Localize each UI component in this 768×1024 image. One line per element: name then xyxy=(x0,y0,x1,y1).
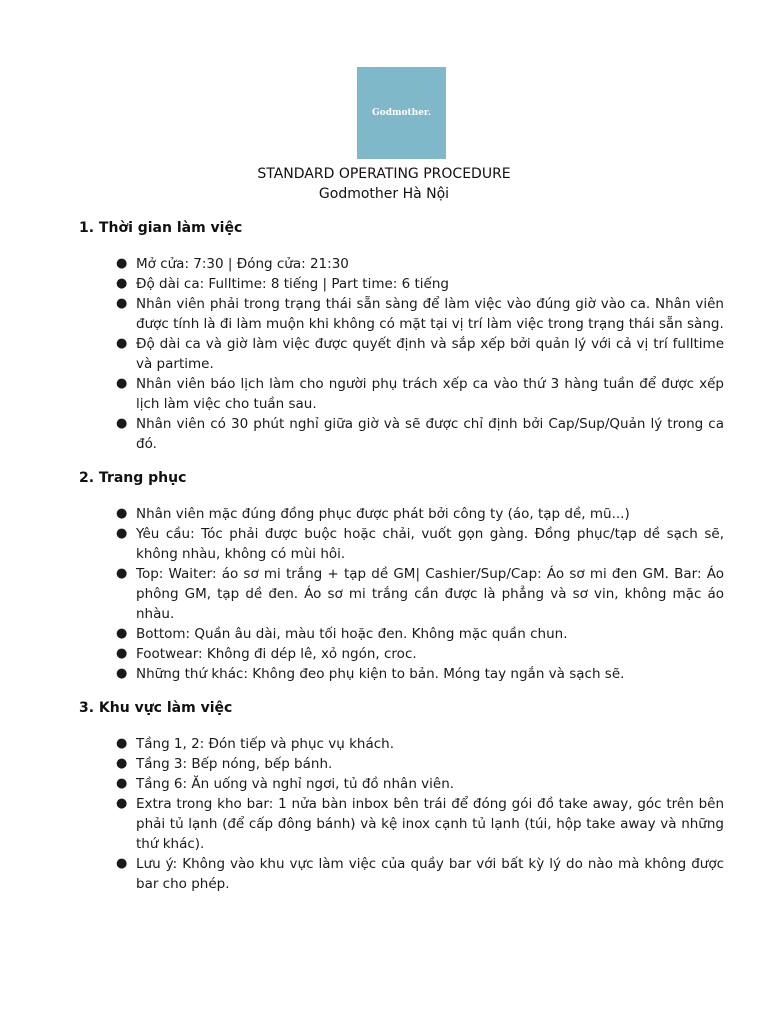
list-item: ● Tầng 6: Ăn uống và nghỉ ngơi, tủ đồ nhân viên. xyxy=(116,776,455,792)
bullet-icon: ● xyxy=(116,506,128,521)
bullet-icon: ● xyxy=(116,646,128,661)
title-line-2: Godmother Hà Nội xyxy=(318,186,450,202)
section-work-area xyxy=(79,698,724,894)
bullet-icon: ● xyxy=(116,626,128,641)
bullet-icon: ● xyxy=(116,796,128,811)
document-body xyxy=(79,218,724,908)
section-heading: 3. Khu vực làm việc xyxy=(79,700,233,716)
list-item: ● Những thứ khác: Không đeo phụ kiện to bản. Móng tay ngắn và sạch sẽ. xyxy=(116,666,625,682)
list-item: ● Nhân viên báo lịch làm cho người phụ trách xếp ca vào thứ 3 hàng tuần để được xếp lịch làm việc cho tuần sau. xyxy=(116,376,724,412)
document-title xyxy=(0,164,768,204)
section-heading: 1. Thời gian làm việc xyxy=(79,220,243,236)
list-item: ● Nhân viên mặc đúng đồng phục được phát bởi công ty (áo, tạp dề, mũ...) xyxy=(116,506,630,522)
list-item: ● Bottom: Quần âu dài, màu tối hoặc đen. Không mặc quần chun. xyxy=(116,626,568,642)
section-uniform xyxy=(79,468,724,684)
godmother-logo xyxy=(357,67,446,159)
bullet-icon: ● xyxy=(116,296,128,311)
list-item: ● Nhân viên có 30 phút nghỉ giữa giờ và sẽ được chỉ định bởi Cap/Sup/Quản lý trong ca đó. xyxy=(116,416,724,452)
bullet-icon: ● xyxy=(116,566,128,581)
list-item: ● Lưu ý: Không vào khu vực làm việc của quầy bar với bất kỳ lý do nào mà không được bar cho phép. xyxy=(116,856,724,892)
bullet-icon: ● xyxy=(116,416,128,431)
bullet-icon: ● xyxy=(116,256,128,271)
bullet-icon: ● xyxy=(116,336,128,351)
list-item: ● Nhân viên phải trong trạng thái sẵn sàng để làm việc vào đúng giờ vào ca. Nhân viên được tính là đi làm muộn khi không có mặt tại vị trí làm việc trong trạng thái sẵn sàng. xyxy=(116,296,724,332)
bullet-icon: ● xyxy=(116,756,128,771)
bullet-icon: ● xyxy=(116,526,128,541)
bullet-icon: ● xyxy=(116,376,128,391)
list-item: ● Độ dài ca và giờ làm việc được quyết định và sắp xếp bởi quản lý với cả vị trí fulltime và partime. xyxy=(116,336,724,372)
section-working-time xyxy=(79,218,724,454)
list-item: ● Tầng 1, 2: Đón tiếp và phục vụ khách. xyxy=(116,736,395,752)
list-item: ● Extra trong kho bar: 1 nửa bàn inbox bên trái để đóng gói đồ take away, góc trên bên phải tủ lạnh (để cấp đông bánh) và kệ inox cạnh tủ lạnh (túi, hộp take away và những thứ khác). xyxy=(116,796,724,852)
bullet-icon: ● xyxy=(116,666,128,681)
bullet-icon: ● xyxy=(116,736,128,751)
logo-text: Godmother. xyxy=(372,108,431,118)
list-item: ● Top: Waiter: áo sơ mi trắng + tạp dề GM| Cashier/Sup/Cap: Áo sơ mi đen GM. Bar: Áo phông GM, tạp dề đen. Áo sơ mi trắng cần được là phẳng và sơ vin, không mặc áo nhàu. xyxy=(116,566,724,622)
section-heading: 2. Trang phục xyxy=(79,470,187,486)
bullet-icon: ● xyxy=(116,856,128,871)
title-line-1: STANDARD OPERATING PROCEDURE xyxy=(257,166,511,182)
bullet-list xyxy=(79,734,724,894)
bullet-icon: ● xyxy=(116,776,128,791)
bullet-list xyxy=(79,504,724,684)
list-item: ● Footwear: Không đi dép lê, xỏ ngón, croc. xyxy=(116,646,417,662)
bullet-icon: ● xyxy=(116,276,128,291)
bullet-list xyxy=(79,254,724,454)
list-item: ● Tầng 3: Bếp nóng, bếp bánh. xyxy=(116,756,333,772)
list-item: ● Yêu cầu: Tóc phải được buộc hoặc chải, vuốt gọn gàng. Đồng phục/tạp dề sạch sẽ, không nhàu, không có mùi hôi. xyxy=(116,526,724,562)
list-item: ● Độ dài ca: Fulltime: 8 tiếng | Part time: 6 tiếng xyxy=(116,276,449,292)
list-item: ● Mở cửa: 7:30 | Đóng cửa: 21:30 xyxy=(116,256,349,272)
